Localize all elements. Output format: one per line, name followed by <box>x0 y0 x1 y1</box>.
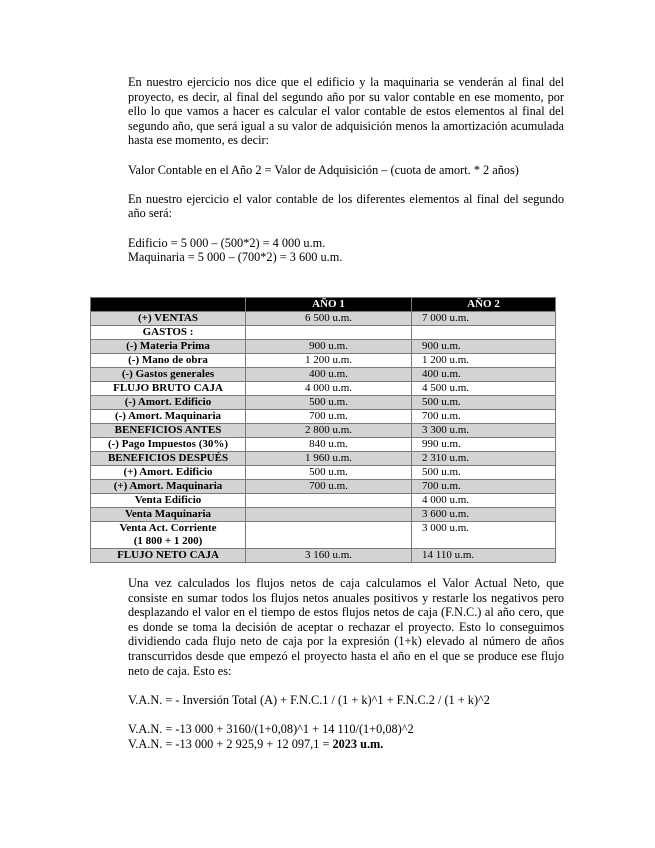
van-result-value: 2023 u.m. <box>332 736 384 751</box>
row-label-line-1: Venta Act. Corriente <box>119 522 217 534</box>
header-year-1: AÑO 1 <box>246 298 412 312</box>
table-row <box>91 466 556 480</box>
table-row <box>91 522 556 549</box>
year2-value: 4 500 u.m. <box>412 382 556 396</box>
van-formula-result <box>128 737 564 752</box>
year1-value: 1 200 u.m. <box>246 354 412 368</box>
year1-value <box>246 326 412 340</box>
van-result-prefix: V.A.N. = -13 000 + 2 925,9 + 12 097,1 = <box>128 736 333 751</box>
table-row <box>91 326 556 340</box>
table-row <box>91 549 556 563</box>
row-label <box>91 522 246 549</box>
table-row <box>91 382 556 396</box>
row-label: (-) Amort. Maquinaria <box>91 410 246 424</box>
row-label: Venta Maquinaria <box>91 508 246 522</box>
van-section <box>128 576 564 751</box>
year1-value: 500 u.m. <box>246 396 412 410</box>
van-formula-substituted: V.A.N. = -13 000 + 3160/(1+0,08)^1 + 14 110/(1+0,08)^2 <box>128 721 414 736</box>
year1-value: 400 u.m. <box>246 368 412 382</box>
table-row <box>91 368 556 382</box>
year2-value: 7 000 u.m. <box>412 312 556 326</box>
year2-value: 3 000 u.m. <box>412 522 556 549</box>
table-row <box>91 452 556 466</box>
year1-value: 1 960 u.m. <box>246 452 412 466</box>
header-empty <box>91 298 246 312</box>
year2-value: 2 310 u.m. <box>412 452 556 466</box>
row-label: (-) Gastos generales <box>91 368 246 382</box>
row-label: (+) VENTAS <box>91 312 246 326</box>
year2-value: 500 u.m. <box>412 466 556 480</box>
year2-value <box>412 326 556 340</box>
valor-contable-formula: Valor Contable en el Año 2 = Valor de Adquisición – (cuota de amort. * 2 años) <box>128 162 519 177</box>
year1-value: 3 160 u.m. <box>246 549 412 563</box>
year2-value: 3 600 u.m. <box>412 508 556 522</box>
table-row <box>91 312 556 326</box>
table-row <box>91 480 556 494</box>
year2-value: 700 u.m. <box>412 480 556 494</box>
van-formula-general: V.A.N. = - Inversión Total (A) + F.N.C.1 / (1 + k)^1 + F.N.C.2 / (1 + k)^2 <box>128 692 490 707</box>
year1-value <box>246 522 412 549</box>
year2-value: 500 u.m. <box>412 396 556 410</box>
intro-section <box>128 75 564 265</box>
row-label: (-) Materia Prima <box>91 340 246 354</box>
row-label: FLUJO BRUTO CAJA <box>91 382 246 396</box>
table-row <box>91 410 556 424</box>
valor-contable-paragraph: En nuestro ejercicio el valor contable de los diferentes elementos al final del segundo año será: <box>128 191 564 221</box>
year1-value: 500 u.m. <box>246 466 412 480</box>
row-label: BENEFICIOS ANTES <box>91 424 246 438</box>
table-row <box>91 396 556 410</box>
row-label: (-) Mano de obra <box>91 354 246 368</box>
year2-value: 4 000 u.m. <box>412 494 556 508</box>
table-row <box>91 508 556 522</box>
year1-value: 840 u.m. <box>246 438 412 452</box>
year1-value: 6 500 u.m. <box>246 312 412 326</box>
maquinaria-calc: Maquinaria = 5 000 – (700*2) = 3 600 u.m. <box>128 250 343 265</box>
year2-value: 1 200 u.m. <box>412 354 556 368</box>
year2-value: 700 u.m. <box>412 410 556 424</box>
edificio-calc: Edificio = 5 000 – (500*2) = 4 000 u.m. <box>128 235 326 250</box>
year1-value: 2 800 u.m. <box>246 424 412 438</box>
header-year-2: AÑO 2 <box>412 298 556 312</box>
year1-value: 900 u.m. <box>246 340 412 354</box>
row-label: FLUJO NETO CAJA <box>91 549 246 563</box>
year1-value <box>246 508 412 522</box>
table-row <box>91 494 556 508</box>
year2-value: 400 u.m. <box>412 368 556 382</box>
row-label: Venta Edificio <box>91 494 246 508</box>
year1-value: 700 u.m. <box>246 410 412 424</box>
table-row <box>91 354 556 368</box>
table-header-row <box>91 298 556 312</box>
row-label: GASTOS : <box>91 326 246 340</box>
year2-value: 990 u.m. <box>412 438 556 452</box>
year2-value: 3 300 u.m. <box>412 424 556 438</box>
year2-value: 900 u.m. <box>412 340 556 354</box>
intro-paragraph: En nuestro ejercicio nos dice que el edificio y la maquinaria se venderán al final del proyecto, es decir, al final del segundo año por su valor contable en ese momento, por ello lo que vamos a hacer es calcular el valor contable de estos elementos al final del segundo año, que será igual a su valor de adquisición menos la amortización acumulada hasta ese momento, es decir: <box>128 75 564 148</box>
row-label: (+) Amort. Maquinaria <box>91 480 246 494</box>
table-row <box>91 340 556 354</box>
row-label-line-2: (1 800 + 1 200) <box>133 535 203 547</box>
table-row <box>91 438 556 452</box>
year1-value <box>246 494 412 508</box>
year2-value: 14 110 u.m. <box>412 549 556 563</box>
year1-value: 700 u.m. <box>246 480 412 494</box>
cash-flow-table <box>90 297 556 563</box>
row-label: (-) Pago Impuestos (30%) <box>91 438 246 452</box>
year1-value: 4 000 u.m. <box>246 382 412 396</box>
table-row <box>91 424 556 438</box>
van-paragraph: Una vez calculados los flujos netos de caja calculamos el Valor Actual Neto, que consiste en sumar todos los flujos netos anuales positivos y restarle los negativos pero desplazando el valor en el tiempo de estos flujos netos de caja (F.N.C.) al año cero, que es donde se toma la decisión de aceptar o rechazar el proyecto. Esto lo conseguimos dividiendo cada flujo neto de caja por la expresión (1+k) elevado al número de años transcurridos desde que empezó el proyecto hasta el año en el que se produce ese flujo neto de caja. Esto es: <box>128 576 564 678</box>
row-label: BENEFICIOS DESPUÉS <box>91 452 246 466</box>
row-label: (-) Amort. Edificio <box>91 396 246 410</box>
row-label: (+) Amort. Edificio <box>91 466 246 480</box>
